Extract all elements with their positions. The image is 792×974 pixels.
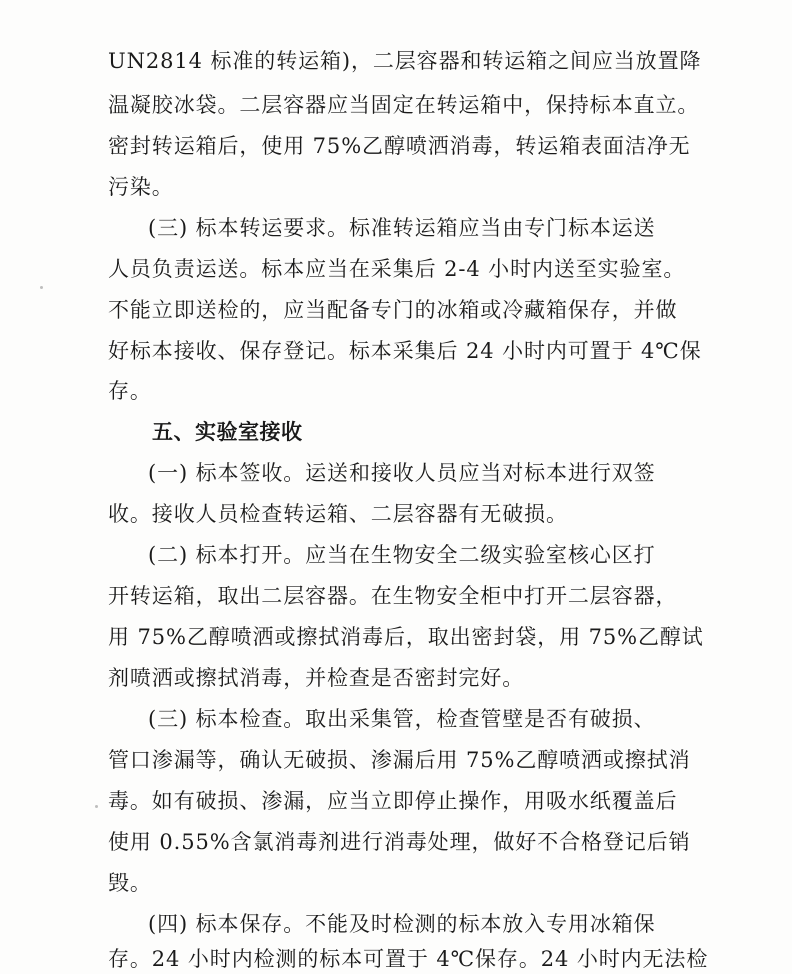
text-line: 剂喷洒或擦拭消毒，并检查是否密封完好。 bbox=[108, 666, 525, 690]
text-line: (四) 标本保存。不能及时检测的标本放入专用冰箱保 bbox=[148, 912, 656, 936]
text-line: 毒。如有破损、渗漏，应当立即停止操作，用吸水纸覆盖后 bbox=[108, 789, 678, 813]
text-line: 存。 bbox=[108, 379, 152, 403]
text-line: 开转运箱，取出二层容器。在生物安全柜中打开二层容器， bbox=[108, 584, 678, 608]
text-line: (一) 标本签收。运送和接收人员应当对标本进行双签 bbox=[148, 461, 656, 485]
text-line: UN2814 标准的转运箱)，二层容器和转运箱之间应当放置降 bbox=[108, 49, 702, 73]
text-line: 毁。 bbox=[108, 871, 152, 895]
text-line: (三) 标本转运要求。标准转运箱应当由专门标本运送 bbox=[148, 216, 656, 240]
text-line: 污染。 bbox=[108, 175, 174, 199]
text-line: 存。24 小时内检测的标本可置于 4℃保存。24 小时内无法检 bbox=[108, 947, 709, 971]
text-line: 使用 0.55%含氯消毒剂进行消毒处理，做好不合格登记后销 bbox=[108, 830, 691, 854]
scan-speck bbox=[95, 805, 98, 808]
text-line: 人员负责运送。标本应当在采集后 2-4 小时内送至实验室。 bbox=[108, 257, 686, 281]
text-line: 温凝胶冰袋。二层容器应当固定在转运箱中，保持标本直立。 bbox=[108, 93, 700, 117]
text-line: 收。接收人员检查转运箱、二层容器有无破损。 bbox=[108, 502, 568, 526]
text-line: (三) 标本检查。取出采集管，检查管壁是否有破损、 bbox=[148, 707, 656, 731]
text-line: 好标本接收、保存登记。标本采集后 24 小时内可置于 4℃保 bbox=[108, 339, 702, 363]
scan-speck bbox=[40, 286, 43, 289]
text-line: 用 75%乙醇喷洒或擦拭消毒后，取出密封袋，用 75%乙醇试 bbox=[108, 625, 704, 649]
text-line: (二) 标本打开。应当在生物安全二级实验室核心区打 bbox=[148, 543, 656, 567]
text-line: 不能立即送检的，应当配备专门的冰箱或冷藏箱保存，并做 bbox=[108, 298, 678, 322]
text-line: 密封转运箱后，使用 75%乙醇喷洒消毒，转运箱表面洁净无 bbox=[108, 134, 691, 158]
section-heading: 五、实验室接收 bbox=[152, 420, 303, 444]
text-line: 管口渗漏等，确认无破损、渗漏后用 75%乙醇喷洒或擦拭消 bbox=[108, 748, 691, 772]
